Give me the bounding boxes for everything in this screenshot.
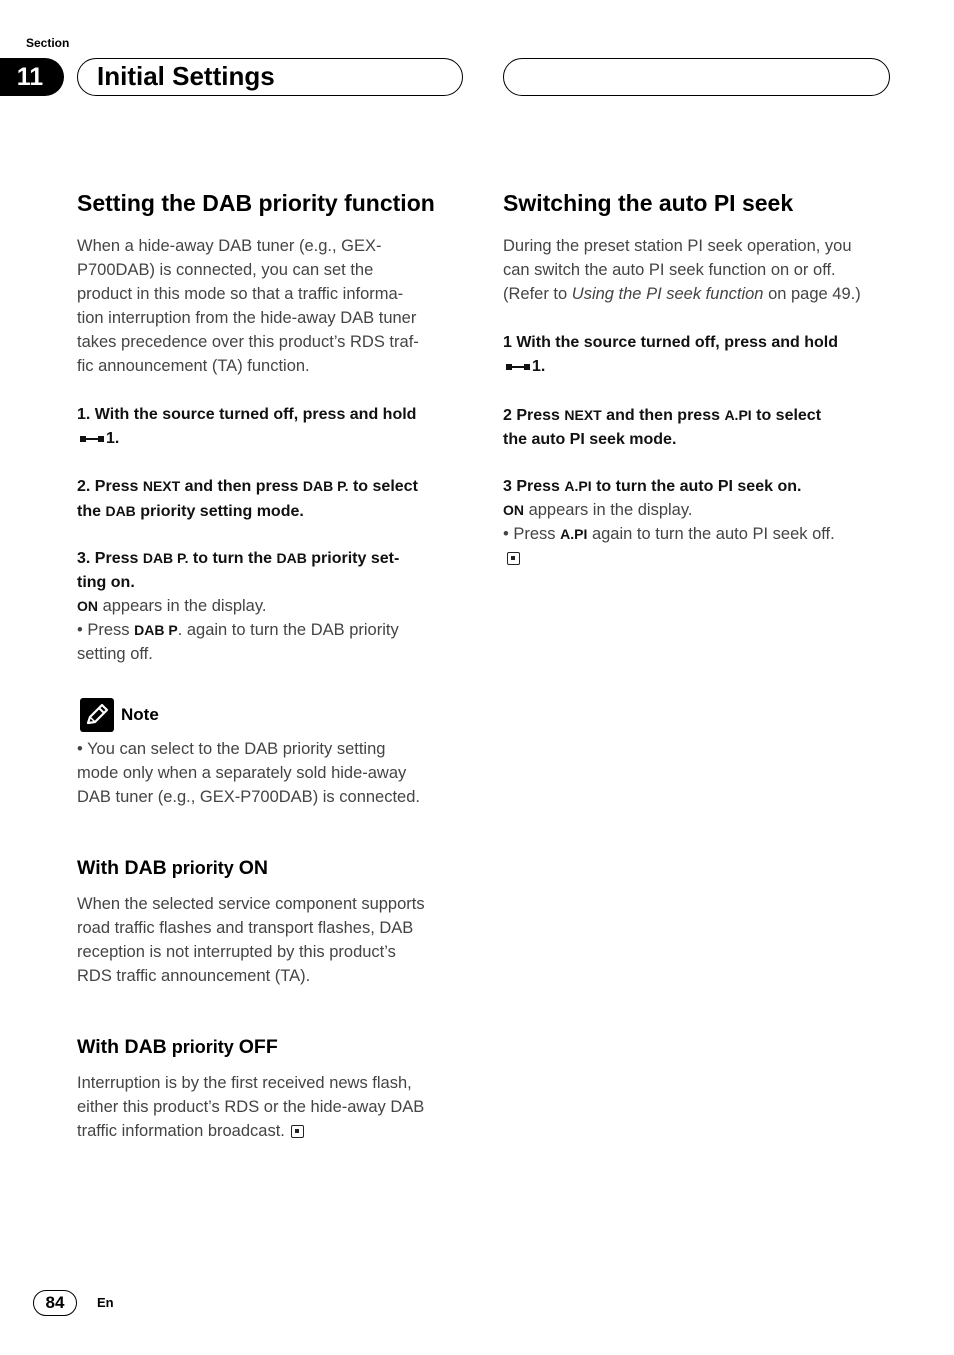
- with-dab-on-body: When the selected service component supports road traffic flashes and transport flashes, DAB reception is not interrupted by this product’s RDS traffic announcement (TA).: [77, 895, 425, 985]
- section-label: Section: [26, 36, 70, 50]
- dab-step-3-detail: ON appears in the display. • Press DAB P. again to turn the DAB priority setting off.: [77, 597, 399, 663]
- pi-step-3-detail: ON appears in the display. • Press A.PI again to turn the auto PI seek off.: [503, 498, 903, 570]
- with-dab-off-body: Interruption is by the first received news flash, either this product’s RDS or the hide-away DAB traffic information broadcast.: [77, 1074, 425, 1140]
- note-pencil-icon: [80, 698, 114, 732]
- page-title: Initial Settings: [97, 61, 275, 91]
- dab-step-3: 3. Press DAB P. to turn the DAB priority set- ting on.: [77, 550, 400, 591]
- pi-step-2: 2 Press NEXT and then press A.PI to select the auto PI seek mode.: [503, 407, 822, 448]
- dab-priority-heading: Setting the DAB priority function: [77, 190, 435, 216]
- auto-pi-intro: During the preset station PI seek operation, you can switch the auto PI seek function on or off. (Refer to Using the PI seek function on page 49.): [503, 237, 861, 303]
- pi-step-3: 3 Press A.PI to turn the auto PI seek on.: [503, 478, 802, 495]
- note-text: • You can select to the DAB priority setting mode only when a separately sold hide-away DAB tuner (e.g., GEX-P700DAB) is connected.: [77, 740, 420, 806]
- dab-step-1: 1. With the source turned off, press and hold 1.: [77, 406, 417, 447]
- band-key-icon: [506, 363, 530, 371]
- with-dab-on-heading: With DAB priority ON: [77, 857, 268, 879]
- language-code: En: [97, 1295, 114, 1310]
- dab-step-2: 2. Press NEXT and then press DAB P. to select the DAB priority setting mode.: [77, 478, 418, 520]
- section-number-badge: 11: [0, 58, 64, 96]
- band-key-icon: [80, 435, 104, 443]
- page-number: 84: [33, 1290, 77, 1316]
- note-label: Note: [121, 705, 159, 724]
- pi-step-1: 1 With the source turned off, press and hold 1.: [503, 334, 838, 375]
- end-of-section-icon: [291, 1125, 304, 1138]
- auto-pi-seek-heading: Switching the auto PI seek: [503, 190, 794, 216]
- with-dab-off-heading: With DAB priority OFF: [77, 1036, 278, 1058]
- header-right-frame: [503, 58, 890, 96]
- dab-priority-intro: When a hide-away DAB tuner (e.g., GEX- P700DAB) is connected, you can set the product in this mode so that a traffic informa- tion interruption from the hide-away DAB tuner takes precedence over this product’s RDS traf- fic announcement (TA) function.: [77, 237, 419, 375]
- end-of-section-icon: [507, 552, 520, 565]
